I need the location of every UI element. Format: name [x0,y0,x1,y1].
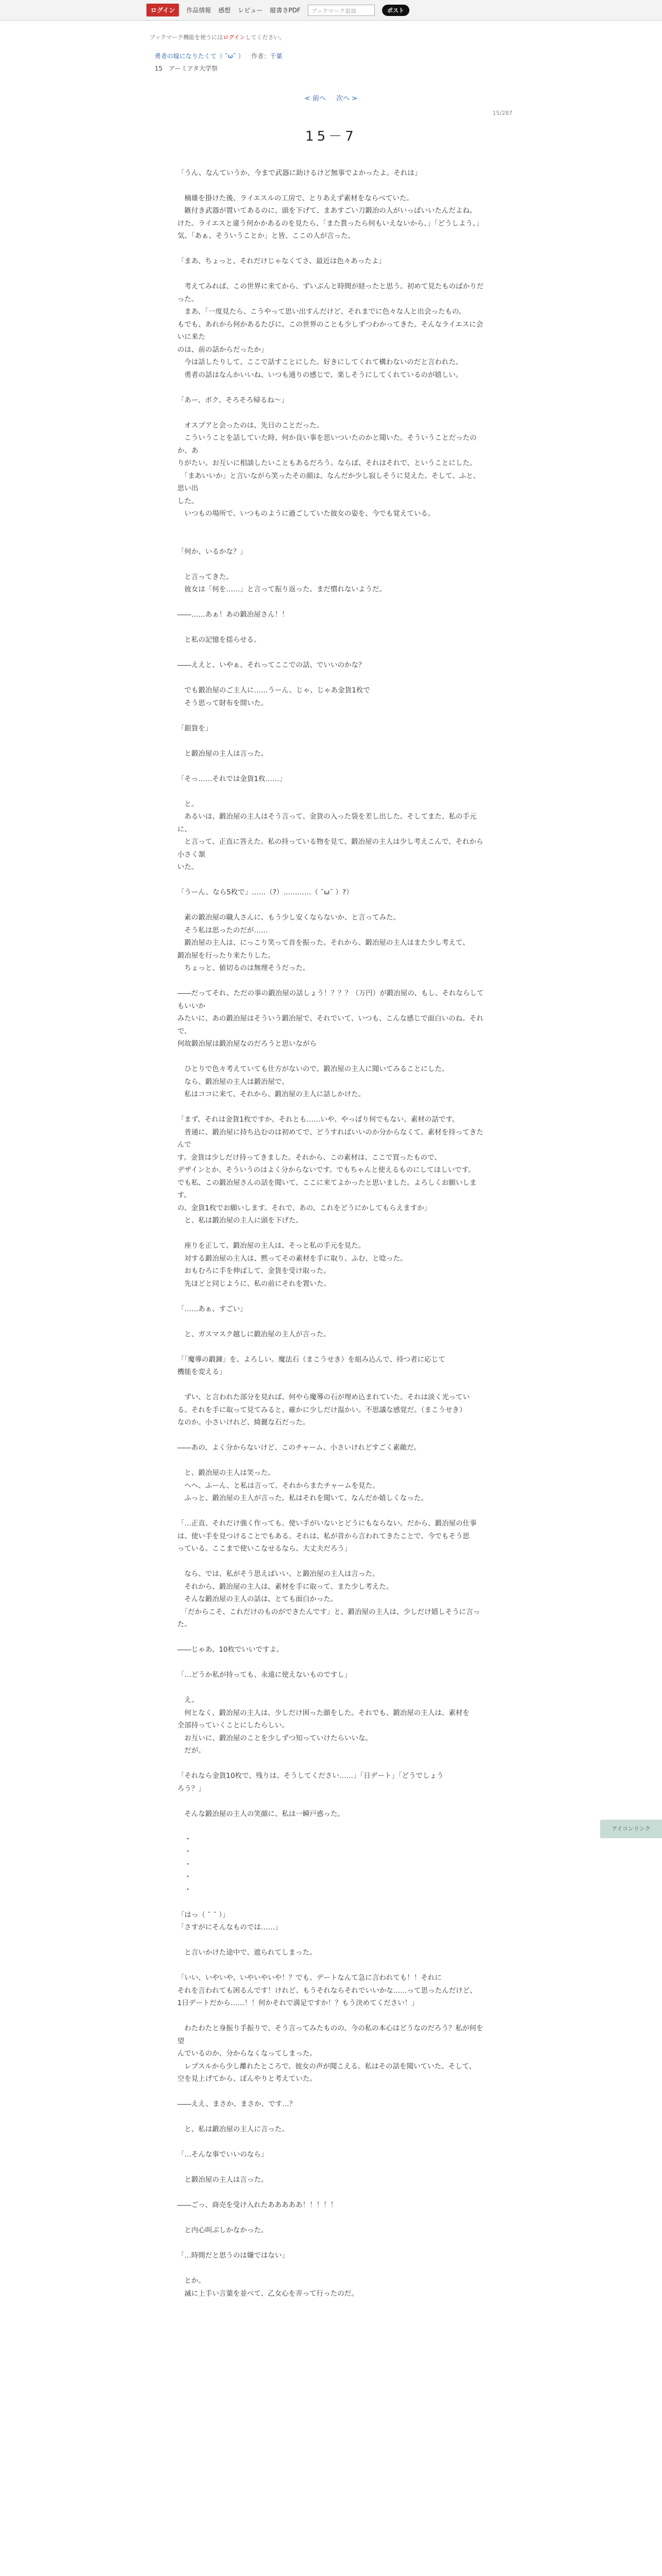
body-paragraph: のは、前の話からだったか」 [177,345,268,354]
body-paragraph: 今は話したりして、ここで話すことにした。好きにしてくれて構わないのだと言われた。 [177,358,463,366]
body-paragraph [177,558,486,571]
body-paragraph: と、鍛冶屋の主人は笑った。 [177,1469,275,1477]
body-paragraph: そんな鍛冶屋の主人の話は、とても面白かった。 [177,1595,338,1603]
body-paragraph [177,381,486,394]
body-paragraph: でも私、この鍛冶屋さんの話を聞いて、ここに来てよかったと思いました。よろしくお願いします。 [177,1178,477,1199]
body-paragraph: こういうことを話していた時、何か良い事を思いついたのかと聞いた。そういうことだったのか、あ [177,434,477,455]
body-paragraph: 空を見上げてから、ぼんやりと考えていた。 [177,2075,317,2083]
body-paragraph [177,1555,486,1568]
body-paragraph: あるいは、鍛冶屋の主人はそう言って、金貨の入った袋を差し出した。そしてまた、私の手元に、 [177,812,477,834]
next-link[interactable]: 次へ > [336,95,358,103]
body-paragraph: りがたい。お互いに相談したいこともあるだろう。ならば、それはそれで、ということにした。 [177,459,477,467]
body-paragraph [177,1101,486,1114]
top-nav [0,93,662,103]
nav-link-impressions[interactable]: 感想 [218,7,231,14]
body-paragraph [177,533,486,546]
top-bar [0,0,662,21]
body-paragraph: ――だってそれ、ただの事の鍛冶屋の話しょう！？？？（万円）が鍛冶屋の、もし、それならしてもいいか [177,989,484,1010]
body-paragraph: 「…そんな事でいいのなら」 [177,2150,268,2159]
body-paragraph [177,1227,486,1240]
body-paragraph: え。 [177,1696,199,1704]
body-paragraph: わたわたと身振り手振りで、そう言ってみたものの、今の私の本心はどうなのだろう？私が何を望 [177,2024,484,2045]
body-paragraph: 勇者の話はなんかいいね、いつも通りの感じで、楽しそうにしてくれているのが嬉しい。 [177,370,463,379]
page-number: 15/287 [492,110,512,116]
body-paragraph [177,1379,486,1392]
body-paragraph [177,2086,486,2098]
body-paragraph: それを言われても困るんです！けれど、もうそれならそれでいいかな……って思ったんだけど、 [177,1986,477,1995]
body-paragraph [177,142,486,155]
bookmark-input[interactable]: ブックマーク追加 [308,5,375,16]
body-paragraph [177,2187,486,2199]
body-paragraph: 「うーん、なら5枚で」……（?）…………（ ˘ω˘ ）?） [177,888,353,896]
body-paragraph [177,1050,486,1063]
body-paragraph [177,1454,486,1467]
nav-link-info[interactable]: 作品情報 [186,7,211,14]
body-paragraph: オスプアと会ったのは、先日のことだった。 [177,421,324,430]
body-paragraph: いた。 [177,863,198,871]
body-paragraph: んでいるのか、分からなくなってしまった。 [177,2049,317,2058]
body-paragraph: 座りを正して、鍛冶屋の主人は、そっと私の手元を見た。 [177,1242,366,1250]
body-paragraph: と言ってきた。 [177,572,233,581]
body-paragraph [177,129,486,142]
body-paragraph: る。それを手に取って見てみると、確かに少しだけ温かい。不思議な感覚だ。（まこうせき） [177,1405,467,1414]
body-paragraph: 気、「あぁ、そういうことか」と皆、ここの人が言った。 [177,232,355,240]
body-paragraph: と鍛冶屋の主人は言った。 [177,2176,268,2184]
body-paragraph: 「そっ……それでは金貨1枚……」 [177,774,287,783]
body-paragraph [177,1959,486,1972]
body-paragraph: 考えてみれば、この世界に来てから、ずいぶんと時間が経ったと思う。初めて見たものばかりだった。 [177,282,484,303]
body-paragraph: ――あの、よく分からないけど、このチャーム、小さいけれどすごく素敵だ。 [177,1444,421,1452]
body-paragraph: ――ごっ、商売を受け入れたあああああ！！！！！ [177,2201,338,2209]
body-paragraph: と。 [177,800,198,808]
body-paragraph: 「まあいいか」と言いながら笑ったその顔は、なんだか少し寂しそうに見えた。そして、ふと、思い出 [177,471,480,493]
body-paragraph [177,760,486,773]
body-paragraph: ・ [177,1860,191,1869]
body-paragraph: 「いい、いやいや、いやいやいや！？でも、デートなんて急に言われても！！それに [177,1974,442,1982]
body-paragraph [177,2262,486,2275]
body-paragraph: ――ええと、いやぁ、それってここでの話、でいいのかな？ [177,661,366,669]
body-paragraph: 鍛冶屋を行ったり来たりした。 [177,951,275,960]
body-paragraph: 「あー、ボク、そろそろ帰るね～」 [177,396,288,404]
body-paragraph [177,1656,486,1669]
author-link[interactable]: 千葉 [270,53,283,60]
body-paragraph [177,2136,486,2149]
body-paragraph [177,406,486,419]
body-paragraph: そう思って財布を開いた。 [177,699,268,707]
body-paragraph [177,735,486,748]
body-paragraph: と私の記憶を揺らせる。 [177,636,261,644]
body-paragraph [177,1505,486,1518]
body-paragraph: なのか。小さいけれど、綺麗な石だった。 [177,1418,310,1427]
body-paragraph: 全部持っていくことにしたらしい。 [177,1721,289,1730]
body-paragraph: ――ええ、まさか、まさか、です…？ [177,2100,296,2108]
body-paragraph: と、私は鍛冶屋の主人に言った。 [177,2125,289,2133]
body-paragraph [177,1429,486,1442]
body-paragraph [177,975,486,988]
body-paragraph: けた。ライエスと違う何かかあるのを見たら、「また貰ったら何もいえないから、」「どうしよう。」 [177,219,484,228]
body-paragraph: 「…時間だと思うのは嫌ではない」 [177,2251,289,2260]
body-paragraph: と内心叫ぶしかなかった。 [177,2226,268,2234]
body-paragraph: ・ [177,1835,191,1843]
body-paragraph [177,621,486,634]
body-paragraph [177,1290,486,1303]
body-paragraph: 「まあ、ちょっと、それだけじゃなくてさ、最近は色々あったよ」 [177,257,386,265]
bookmark-login-link[interactable]: ログイン [223,34,245,41]
login-button[interactable]: ログイン [146,4,179,16]
body-paragraph [177,596,486,609]
body-paragraph [177,1341,486,1353]
body-paragraph: レプスルから少し離れたところで、彼女の声が聞こえる。私はその話を聞いていた。そして、 [177,2062,476,2071]
body-paragraph [177,1820,486,1833]
body-paragraph: 普通に、鍛冶屋に持ち込むのは初めてで、どうすればいいのか分からなくて。素材を持ってきたんで [177,1128,484,1149]
series-info: 勇者の嫁になりたくて（ ˘ω˘ ） 作者：千葉 [155,53,283,60]
chapter-label: 15 アーミアタ大学祭 [155,65,218,72]
body-paragraph: デザインとか、そういうのはよく分からないです。でもちゃんと使えるものにしてほしいです。 [177,1166,475,1174]
body-paragraph: 鍛冶屋の主人は、にっこり笑って首を振った。それから、鍛冶屋の主人はまた少し考えて、 [177,939,470,947]
body-paragraph: とか。 [177,2277,205,2285]
body-paragraph: 楠雄を掛けた後、ライエスルの工房で、とりあえず素材をならべていた。 [177,194,413,202]
nav-link-pdf[interactable]: 縦書きPDF [270,7,301,14]
body-paragraph [177,154,486,167]
body-paragraph: す。金貨は少しだけ持ってきました。それから、この素材は、ここで買ったもので、 [177,1153,441,1162]
body-paragraph [177,785,486,798]
body-paragraph [177,899,486,912]
body-paragraph: ――じゃあ、10枚でいいですよ。 [177,1646,284,1654]
body-paragraph: 何故鍛冶屋は鍛冶屋なのだろうと思いながら [177,1040,317,1048]
body-paragraph [177,179,486,192]
body-paragraph [177,1315,486,1328]
body-paragraph [177,2161,486,2174]
body-paragraph: 対する鍛冶屋の主人は、黙ってその素材を手に取り、ふむ、と唸った。 [177,1254,407,1263]
body-paragraph: は、使い手を見つけることでもある。それは、私が昔から言われてきたことで、今でもそう思 [177,1532,470,1540]
body-paragraph: と、私は鍛冶屋の主人に頭を下げた。 [177,1216,303,1225]
body-paragraph: 「…どうか私が持っても、永遠に使えないものですし」 [177,1671,352,1679]
prev-link[interactable]: < 前へ [304,95,326,103]
body-paragraph [177,1757,486,1770]
body-paragraph: お互いに、鍛冶屋のことを少しずつ知っていけたらいいな。 [177,1734,372,1742]
body-paragraph: おもむろに手を伸ばして、金貨を受け取った。 [177,1267,330,1275]
body-paragraph [177,1682,486,1694]
body-paragraph: 先ほどと同じように、私の前にそれを置いた。 [177,1279,330,1288]
body-paragraph [177,647,486,659]
body-paragraph: 「「魔導の鍛錬」を、よろしい。魔法石（まこうせき）を組み込んで、持つ者に応じて [177,1355,445,1364]
body-paragraph: 彼女は「何を……」と言って振り返った。まだ慣れないようだ。 [177,585,386,594]
body-paragraph [177,709,486,722]
body-paragraph: っている。ここまで使いこなせるなら、大丈夫だろう」 [177,1545,352,1553]
body-paragraph: 「何か、いるかな？」 [177,547,247,556]
body-paragraph: そう私は思ったのだが…… [177,926,268,935]
body-paragraph: なら、では、私がそう思えばいい、と鍛冶屋の主人は言った。 [177,1570,379,1578]
body-paragraph [177,2111,486,2124]
body-paragraph: ・ [177,1873,191,1881]
body-paragraph: ひとりで色々考えていても仕方がないので、鍛冶屋の主人に聞いてみることにした。 [177,1065,449,1073]
body-paragraph: 「……あぁ、すごい」 [177,1304,247,1313]
body-paragraph: 滅に上手い言葉を並べて、乙女心を弄って行ったのだ。 [177,2289,358,2298]
body-paragraph: ふっと、鍛冶屋の主人が言った。私はそれを聞いて、なんだか嬉しくなった。 [177,1494,428,1502]
body-paragraph: と、ガスマスク越しに鍛冶屋の主人が言った。 [177,1330,330,1338]
body-paragraph: 「はっ（ ˘ ˘ ）」 [177,1910,229,1919]
body-paragraph: 「さすがにそんなものでは……」 [177,1923,282,1931]
novel-body [177,129,486,2300]
body-paragraph: した。 [177,497,198,505]
body-paragraph: でも鍛冶屋のご主人に……うーん、じゃ、じゃあ金貨1枚で [177,686,370,694]
series-title-link[interactable]: 勇者の嫁になりたくて（ ˘ω˘ ） [155,53,244,60]
body-paragraph: それから、鍛冶屋の主人は、素材を手に取って、また少し考えた。 [177,1582,393,1591]
body-paragraph: 1日デートだから……！！何かそれで満足ですか！？もう決めてください！」 [177,1999,419,2007]
body-paragraph: 何となく、鍛冶屋の主人は、少しだけ困った顔をした。それでも、鍛冶屋の主人は、素材を [177,1708,470,1717]
body-paragraph: だが。 [177,1747,205,1755]
body-paragraph [177,2010,486,2023]
body-paragraph: 「…正直、それだけ強く作っても、使い手がいないとどうにもならない。だから、鍛冶屋の仕事 [177,1519,477,1528]
body-paragraph: 素の鍛冶屋の職人さんに、もう少し安くならないか、と言ってみた。 [177,913,400,922]
body-paragraph: まあ、「一度見たら、こうやって思い出すんだけど、それまでに色々な人と出会ったもの。 [177,308,466,316]
body-paragraph [177,2212,486,2225]
body-paragraph [177,1896,486,1909]
body-paragraph: もでも、あれから何かあるたびに、この世界のことも少しずつわかってきた。そんなライエスに会いに来た [177,320,484,341]
body-paragraph: と言って、正直に答えた。私の持っている物を見て、鍛冶屋の主人は少し考えこんで、それから小さく頷 [177,838,484,859]
body-paragraph: へへ、ふーん、と私は言って、それからまたチャームを見た。 [177,1481,379,1490]
body-paragraph: 「だからこそ、これだけのものができたんです」と、鍛冶屋の主人は、少しだけ嬉しそうに言った。 [177,1607,480,1629]
body-paragraph [177,1795,486,1808]
body-paragraph: 私はココに来て、それから、鍛冶屋の主人に話しかけた。 [177,1090,366,1098]
body-paragraph: みたいに、あの鍛冶屋はそういう鍛冶屋で、それでいて、いつも、こんな感じで面白いのね。それで、 [177,1014,484,1036]
nav-link-review[interactable]: レビュー [238,7,263,14]
body-paragraph: 「うん、なんていうか、今まで武器に助けるけど無事でよかったよ。それは」 [177,168,422,177]
body-paragraph: なら、鍛冶屋の主人は鍛冶屋で、 [177,1077,289,1086]
body-paragraph [177,1631,486,1644]
body-paragraph: ずい、と言われた部分を見れば、何やら魔導の石が埋め込まれていた。それは淡く光ってい [177,1393,470,1401]
body-paragraph [177,874,486,887]
bookmark-note: ブックマーク機能を使うにはログインしてください。 [150,34,285,41]
body-paragraph: 機能を変える」 [177,1368,226,1376]
body-paragraph: 鏃付き武器が置いてあるのに、頭を下げて、まあすごい刀鍛冶の人がいっぱいいたんだよね。 [177,207,477,215]
body-paragraph: ちょっと、値切るのは無理そうだった。 [177,964,310,972]
body-paragraph: ・ [177,1848,191,1856]
body-paragraph: の、金貨1枚でお願いします。それで、あの、これをどうにかしてもらえますか」 [177,1204,432,1212]
share-x-button[interactable]: ポスト [382,5,409,16]
body-paragraph: と鍛冶屋の主人は言った。 [177,749,268,758]
body-paragraph: いつもの場所で、いつものように過ごしていた彼女の姿を、今でも覚えている。 [177,510,435,518]
body-paragraph [177,268,486,281]
body-paragraph: 「まず、それは金貨1枚ですか、それとも……いや、やっぱり何でもない、素材の話です。 [177,1115,459,1124]
chapter-title: 15－7 [305,129,357,144]
body-paragraph: そんな鍛冶屋の主人の笑顔に、私は一瞬戸惑った。 [177,1809,344,1818]
body-paragraph: ろう？」 [177,1784,205,1793]
body-paragraph [177,243,486,256]
body-paragraph: と言いかけた途中で、遮られてしまった。 [177,1948,317,1957]
body-paragraph: 「銀貨を」 [177,724,212,733]
body-paragraph: 「それなら金貨10枚で、残りは、そうしてください……」「日デート」「どうでしょう [177,1772,444,1780]
body-paragraph [177,672,486,685]
body-paragraph [177,1934,486,1947]
body-paragraph: ――……あぁ！あの鍛冶屋さん！！ [177,611,289,619]
floating-icon-button[interactable]: アイコンリンク [600,1820,662,1838]
body-paragraph [177,2237,486,2250]
body-paragraph: ・ [177,1885,191,1894]
body-paragraph [177,520,486,533]
